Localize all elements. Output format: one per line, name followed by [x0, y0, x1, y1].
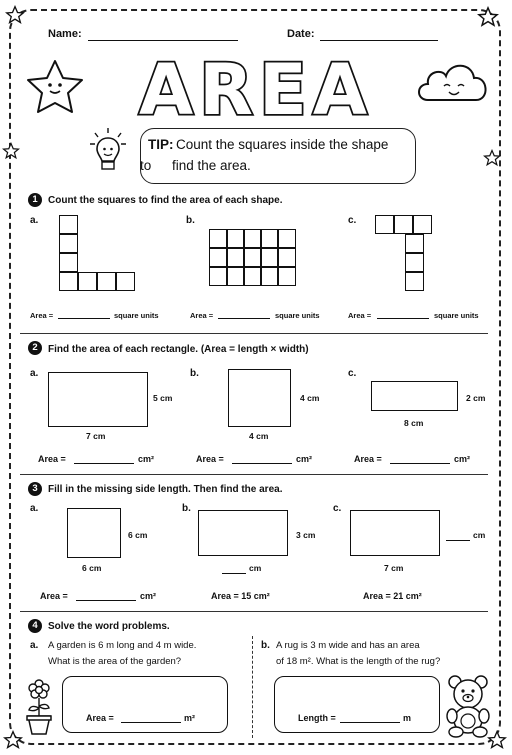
item-4b-answer-prefix: Length =: [298, 713, 336, 723]
section-1-heading: Count the squares to find the area of each shape.: [48, 195, 283, 206]
rectangle-2b: [228, 369, 291, 427]
tip-line-2-prefix: to: [140, 158, 152, 173]
item-2c-answer-prefix: Area =: [354, 454, 382, 464]
smiling-cloud-icon: [414, 56, 492, 108]
item-3c-letter: c.: [333, 503, 342, 514]
item-4b-answer-field[interactable]: [340, 722, 400, 723]
item-1a-answer-prefix: Area =: [30, 311, 54, 320]
item-2b-answer-prefix: Area =: [196, 454, 224, 464]
star-icon: [477, 6, 499, 28]
teddy-bear-icon: [443, 672, 493, 738]
tip-line-1: Count the squares inside the shape: [176, 137, 389, 152]
item-2a-letter: a.: [30, 368, 39, 379]
item-2a-answer-field[interactable]: [74, 463, 134, 464]
item-4b-line-1: A rug is 3 m wide and has an area: [276, 640, 420, 651]
page-title-text: AREA: [138, 49, 374, 126]
rectangle-3c: [350, 510, 440, 556]
item-4a-answer-prefix: Area =: [86, 713, 114, 723]
item-2c-bottom: 8 cm: [404, 418, 424, 428]
item-3c-side-field[interactable]: [446, 540, 470, 541]
item-1c-answer-field[interactable]: [377, 318, 429, 319]
item-3b-letter: b.: [182, 503, 191, 514]
star-icon: [2, 142, 20, 160]
item-4b-answer-suffix: m: [403, 713, 412, 723]
tip-line-2: find the area.: [172, 158, 251, 173]
tip-heading: TIP:: [148, 137, 174, 152]
item-2c-letter: c.: [348, 368, 357, 379]
section-divider: [20, 474, 488, 475]
item-2c-answer-suffix: cm²: [454, 454, 471, 464]
item-3b-length-field[interactable]: [222, 573, 246, 574]
rectangle-2c: [371, 381, 458, 411]
item-2c-side: 2 cm: [466, 393, 486, 403]
column-divider: [252, 636, 253, 738]
item-1a-answer-suffix: square units: [114, 311, 159, 320]
item-1c-answer-prefix: Area =: [348, 311, 372, 320]
section-divider: [20, 611, 488, 612]
section-3-number: 3: [28, 482, 42, 496]
answer-box-4b[interactable]: [274, 676, 440, 733]
item-1a-answer-field[interactable]: [58, 318, 110, 319]
item-3a-answer-field[interactable]: [76, 600, 136, 601]
item-3c-side-unit: cm: [473, 530, 486, 540]
item-2b-answer-field[interactable]: [232, 463, 292, 464]
item-3a-bottom: 6 cm: [82, 563, 102, 573]
item-4b-line-2: of 18 m². What is the length of the rug?: [276, 656, 441, 667]
flower-pot-icon: [20, 674, 58, 738]
name-label: Name:: [48, 28, 82, 40]
item-1c-letter: c.: [348, 215, 357, 226]
item-4a-answer-suffix: m²: [184, 713, 195, 723]
name-field[interactable]: [88, 40, 238, 41]
smiling-star-icon: [22, 58, 88, 116]
rectangle-2a: [48, 372, 148, 427]
item-2b-bottom: 4 cm: [249, 431, 269, 441]
item-2a-answer-prefix: Area =: [38, 454, 66, 464]
section-4-number: 4: [28, 619, 42, 633]
item-2b-side: 4 cm: [300, 393, 320, 403]
section-1-number: 1: [28, 193, 42, 207]
item-4a-line-2: What is the area of the garden?: [48, 656, 182, 667]
item-3b-side: 3 cm: [296, 530, 316, 540]
item-3a-answer-prefix: Area =: [40, 591, 68, 601]
section-2-heading: Find the area of each rectangle. (Area = length × width): [48, 344, 309, 355]
lightbulb-icon: [88, 126, 128, 176]
star-icon: [5, 5, 25, 25]
item-2b-answer-suffix: cm²: [296, 454, 313, 464]
item-3b-answer: Area = 15 cm²: [211, 591, 270, 601]
section-3-heading: Fill in the missing side length. Then find the area.: [48, 484, 283, 495]
item-3c-bottom: 7 cm: [384, 563, 404, 573]
item-3b-bottom-unit: cm: [249, 563, 262, 573]
date-label: Date:: [287, 28, 315, 40]
item-2b-letter: b.: [190, 368, 199, 379]
item-2a-answer-suffix: cm²: [138, 454, 155, 464]
answer-box-4a[interactable]: [62, 676, 228, 733]
item-1a-letter: a.: [30, 215, 39, 226]
item-1b-answer-prefix: Area =: [190, 311, 214, 320]
section-divider: [20, 333, 488, 334]
item-1b-answer-suffix: square units: [275, 311, 320, 320]
rectangle-3a: [67, 508, 121, 558]
date-field[interactable]: [320, 40, 438, 41]
item-3a-answer-suffix: cm²: [140, 591, 157, 601]
item-1b-answer-field[interactable]: [218, 318, 270, 319]
item-2c-answer-field[interactable]: [390, 463, 450, 464]
item-4b-letter: b.: [261, 640, 270, 651]
item-4a-line-1: A garden is 6 m long and 4 m wide.: [48, 640, 197, 651]
item-4a-answer-field[interactable]: [121, 722, 181, 723]
item-2a-bottom: 7 cm: [86, 431, 106, 441]
item-1c-answer-suffix: square units: [434, 311, 479, 320]
star-icon: [483, 149, 501, 167]
rectangle-3b: [198, 510, 288, 556]
page-title: [120, 46, 392, 126]
item-3a-side: 6 cm: [128, 530, 148, 540]
item-3c-answer: Area = 21 cm²: [363, 591, 422, 601]
item-4a-letter: a.: [30, 640, 39, 651]
section-2-number: 2: [28, 341, 42, 355]
item-1b-letter: b.: [186, 215, 195, 226]
item-3a-letter: a.: [30, 503, 39, 514]
section-4-heading: Solve the word problems.: [48, 621, 170, 632]
item-2a-side: 5 cm: [153, 393, 173, 403]
